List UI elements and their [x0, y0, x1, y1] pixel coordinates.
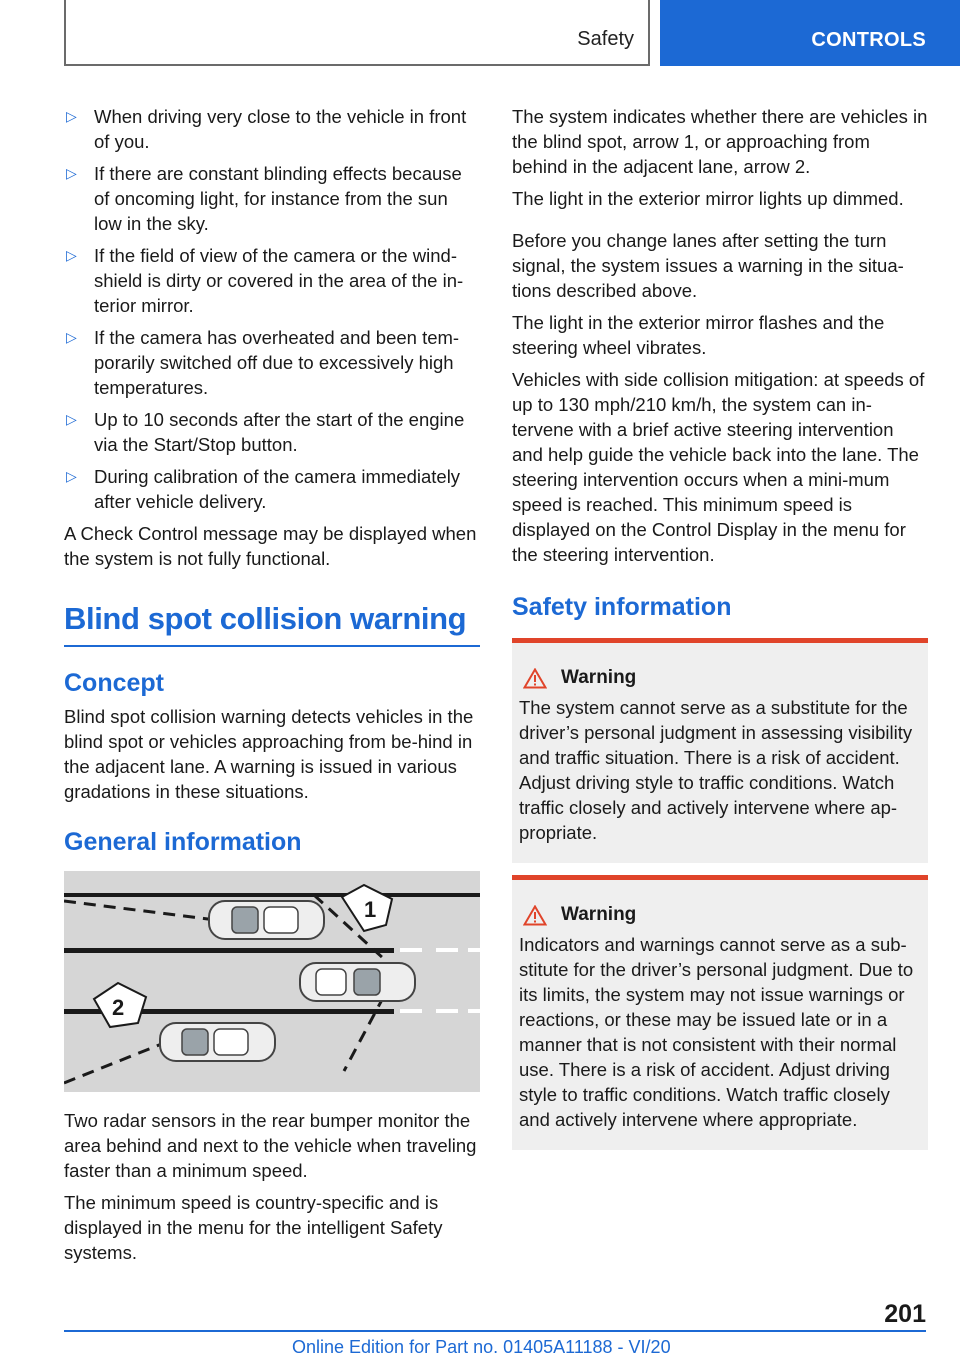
car-blind-spot	[209, 901, 324, 939]
triangle-right-icon: ▷	[66, 468, 77, 484]
concept-text: Blind spot collision warning detects vehicles in the blind spot or vehicles approaching from be‐hind in the adjacent lane. A warning is issued in various gradations in these situations.	[64, 706, 474, 802]
triangle-right-icon: ▷	[66, 165, 77, 181]
warning-triangle-icon	[523, 668, 547, 689]
left-column	[64, 104, 480, 1272]
warning-box	[512, 638, 928, 863]
concept-heading: Concept	[64, 669, 164, 697]
triangle-right-icon: ▷	[66, 329, 77, 345]
chapter-tab-label: CONTROLS	[811, 29, 926, 51]
main-heading: Blind spot collision warning	[64, 601, 480, 647]
check-control-text: A Check Control message may be displayed when the system is not fully functional.	[64, 523, 477, 569]
blind-spot-illustration	[64, 871, 480, 1092]
triangle-right-icon: ▷	[66, 108, 77, 124]
triangle-right-icon: ▷	[66, 411, 77, 427]
side-collision-text: Vehicles with side collision mitigation: at speeds of up to 130 mph/210 km/h, the system can in‐tervene with a brief active steering intervention and help guide the vehicle back into the lane. The steering intervention occurs when a mini‐mum speed is reached. This minimum speed is displayed on the Control Display in the menu for the steering intervention.	[512, 369, 925, 565]
warning-box	[512, 875, 928, 1150]
safety-info-heading: Safety information	[512, 593, 732, 621]
right-column	[512, 104, 928, 1162]
warning-text: The system cannot serve as a substitute for the driver’s personal judgment in assessing visibility and traffic situation. There is a risk of accident. Adjust driving style to traffic conditions. Watch traffic closely and actively intervene where ap‐propriate.	[519, 697, 913, 843]
warning-triangle-icon	[523, 905, 547, 926]
limitations-list	[64, 104, 480, 514]
list-item: ▷ If the camera has overheated and been tem‐porarily switched off due to excessively high temperatures.	[66, 327, 460, 398]
mirror-dimmed-text: The light in the exterior mirror lights up dimmed.	[512, 188, 904, 209]
section-title: Safety	[577, 28, 634, 50]
list-item: ▷ Up to 10 seconds after the start of the engine via the Start/Stop button.	[66, 409, 465, 455]
general-info-heading: General information	[64, 828, 302, 856]
car-own-vehicle	[300, 963, 415, 1001]
list-item: ▷ During calibration of the camera immediately after vehicle delivery.	[66, 466, 461, 512]
header-frame	[64, 0, 650, 66]
road-edge-line	[64, 893, 480, 897]
arrow-1-label: 1	[364, 897, 377, 922]
mirror-flash-text: The light in the exterior mirror flashes and the steering wheel vibrates.	[512, 312, 885, 358]
warning-title: Warning	[561, 667, 637, 688]
warning-title: Warning	[561, 904, 637, 925]
car-approaching	[160, 1023, 275, 1061]
edition-text: Online Edition for Part no. 01405A11188 - VI/20	[292, 1337, 671, 1357]
lane-change-text: Before you change lanes after setting the turn signal, the system issues a warning in the situa‐tions described above.	[512, 230, 904, 301]
warning-text: Indicators and warnings cannot serve as a sub‐stitute for the driver’s personal judgment. Due to its limits, the system may not issue warnings or reactions, or these may be issued late or in a manner that is not consistent with their normal use. There is a risk of accident. Adjust driving style to traffic conditions. Watch traffic closely and actively intervene where appropriate.	[519, 934, 914, 1130]
chapter-tab[interactable]	[660, 0, 960, 66]
list-item: ▷ When driving very close to the vehicle in front of you.	[66, 106, 467, 152]
arrow-2-label: 2	[112, 995, 125, 1020]
footer-divider	[64, 1330, 926, 1332]
triangle-right-icon: ▷	[66, 247, 77, 263]
list-item: ▷ If there are constant blinding effects because of oncoming light, for instance from the sun low in the sky.	[66, 163, 462, 234]
list-item: ▷ If the field of view of the camera or the wind‐shield is dirty or covered in the area of the in‐terior mirror.	[66, 245, 464, 316]
min-speed-text: The minimum speed is country-specific and is displayed in the menu for the intelligent Safety systems.	[64, 1192, 443, 1263]
page-number: 201	[884, 1300, 926, 1328]
radar-text: Two radar sensors in the rear bumper monitor the area behind and next to the vehicle when traveling faster than a minimum speed.	[64, 1110, 477, 1181]
lane-line-1	[64, 948, 394, 953]
indication-text: The system indicates whether there are vehicles in the blind spot, arrow 1, or approaching from behind in the adjacent lane, arrow 2.	[512, 106, 928, 177]
